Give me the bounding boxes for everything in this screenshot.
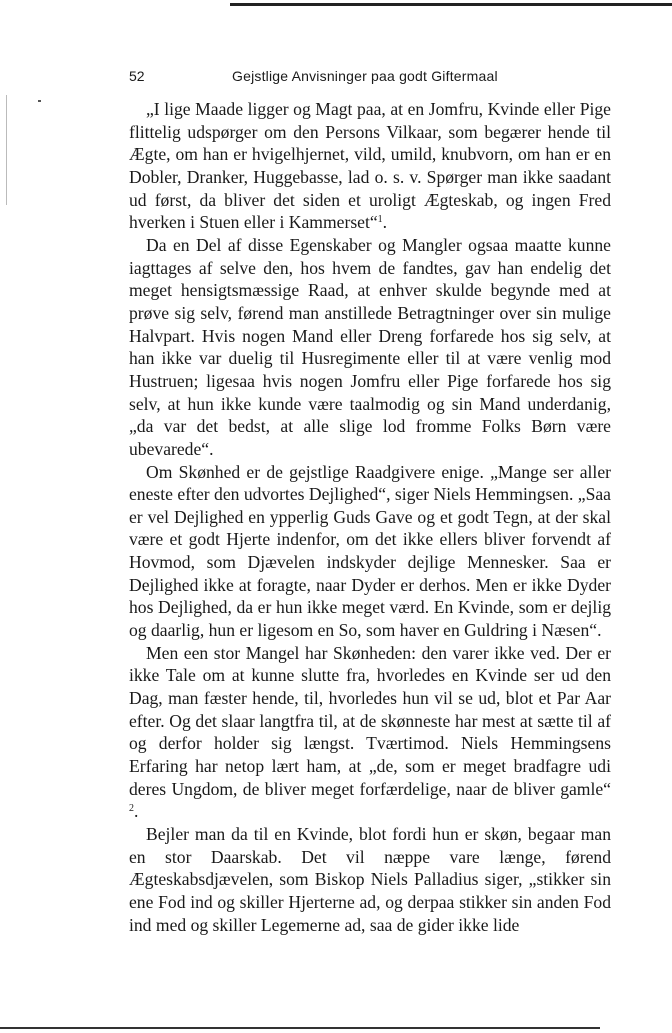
paragraph-text: Om Skønhed er de gejstlige Raadgivere enige. „Mange ser aller eneste efter den udvortes Dejlighed“, siger Niels Hemmingsen. „Saa er vel Dejlighed en ypperlig Guds Gave og et godt Tegn, at der skal være et godt Hjerte indenfor, om det ikke ellers bliver forvendt af Hovmod, som Djævelen indskyder dejlige Mennesker. Saa er Dejlighed ikke at foragte, naar Dyder er derhos. Men er ikke Dyder hos Dejlighed, da er hun ikke meget værd. En Kvinde, som er dejlig og daarlig, hun er ligesom en So, som haver en Guldring i Næsen“.: [129, 461, 611, 641]
paragraph-text: Bejler man da til en Kvinde, blot fordi hun er skøn, begaar man en stor Daarskab. Det vil næppe vare længe, førend Ægteskabsdjævelen, som Biskop Niels Palladius siger, „stikker sin ene Fod ind og skiller Hjerterne ad, og derpaa stikker sin anden Fod ind med og skiller Legemerne ad, saa de gider ikke lide: [129, 824, 611, 935]
paragraph-text: Da en Del af disse Egenskaber og Mangler ogsaa maatte kunne iagttages af selve den, hos hvem de fandtes, gav han endelig det meget hensigtsmæssige Raad, at enhver skulde begynde med at prøve sig selv, førend man anstillede Betragtninger over sin mulige Halvpart. Hvis nogen Mand eller Dreng forfarede hos sig selv, at han ikke var duelig til Husregimente eller til at være venlig mod Hustruen; ligesaa hvis nogen Jomfru eller Pige forfarede hos sig selv, at hun ikke kunde være taalmodig og sin Mand underdanig, „da var det bedst, at alle slige lod fromme Folks Børn være ubevarede“.: [129, 234, 611, 459]
paragraph-text: Men een stor Mangel har Skønheden: den varer ikke ved. Der er ikke Tale om at kunne slutte fra, hvorledes en Kvinde ser ud den Dag, man fæster hende, til, hvorledes hun vil se ud, blot et Par Aar efter. Og det slaar langtfra til, at de skønneste har mest at sætte til af og derfor holder sig længst. Tværtimod. Niels Hemmingsens Erfaring har netop lært ham, at „de, som er meget bradfagre udi deres Ungdom, de bliver meget forfærdelige, naar de bliver gamle“: [129, 642, 611, 799]
page-number: 52: [129, 68, 145, 84]
paragraph-text: „I lige Maade ligger og Magt paa, at en Jomfru, Kvinde eller Pige flittelig udspørger om den Persons Vilkaar, som begærer hende til Ægte, om han er hvigelhjernet, vild, umild, knubvorn, om han er en Dobler, Dranker, Huggebasse, lad o. s. v. Spørger man ikke saadant ud først, da bliver det siden et uroligt Ægteskab, og ingen Fred hverken i Stuen eller i Kammerset“: [129, 99, 611, 233]
running-header: [129, 66, 611, 86]
margin-scan-line: [6, 95, 7, 205]
paragraph: [129, 461, 611, 642]
ink-speck: [38, 100, 41, 102]
paragraph: [129, 823, 611, 936]
footnote-marker: 1: [377, 214, 383, 226]
running-title: Gejstlige Anvisninger paa godt Giftermaal: [232, 68, 498, 84]
footnote-marker: 2: [129, 803, 134, 815]
paragraph: „I lige Maade ligger og Magt paa, at en Jomfru, Kvinde eller Pige flittelig udspørger om den Persons Vilkaar, som begærer hende til Ægte, om han er hvigelhjernet, vild, umild, knubvorn, om han er en Dobler, Dranker, Huggebasse, lad o. s. v. Spørger man ikke saadant ud først, da bliver det siden et uroligt Ægteskab, og ingen Fred hverken i Stuen eller i Kammerset“$^1$.: [129, 99, 611, 233]
page-body: [129, 98, 611, 936]
paragraph: Men een stor Mangel har Skønheden: den varer ikke ved. Der er ikke Tale om at kunne slutte fra, hvorledes en Kvinde ser ud den Dag, man fæster hende, til, hvorledes hun vil se ud, blot et Par Aar efter. Og det slaar langtfra til, at de skønneste har mest at sætte til af og derfor holder sig længst. Tværtimod. Niels Hemmingsens Erfaring har netop lært ham, at „de, som er meget bradfagre udi deres Ungdom, de bliver meget forfærdelige, naar de bliver gamle“ $^2$.: [129, 642, 611, 822]
top-edge-rule: [230, 3, 672, 6]
paragraph: [129, 234, 611, 461]
bottom-edge-rule: [0, 1027, 600, 1029]
